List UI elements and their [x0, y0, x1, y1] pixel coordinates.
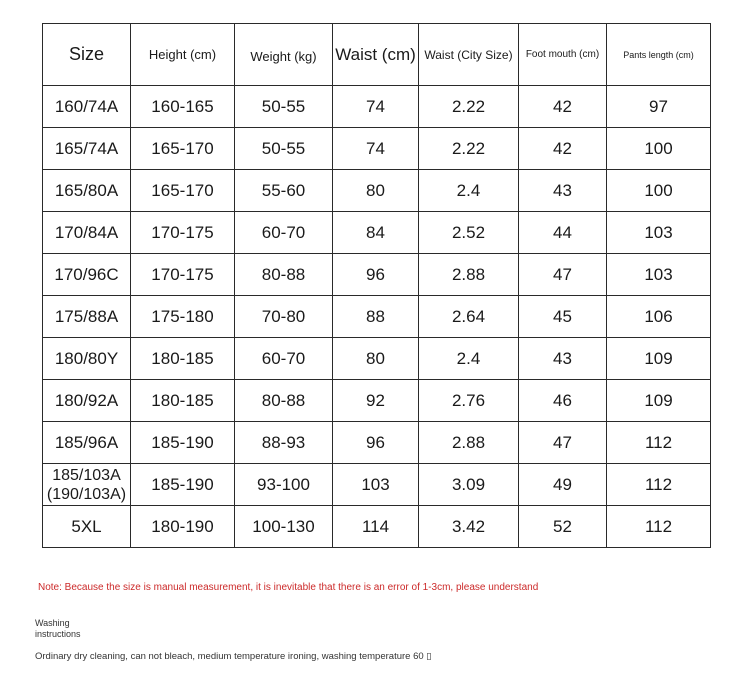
header-weight: Weight (kg): [235, 24, 333, 86]
foot-mouth-cell: 43: [519, 170, 607, 212]
table-row: [43, 86, 711, 128]
waist-cm-cell: 114: [333, 506, 419, 548]
waist-cm-cell: 103: [333, 464, 419, 506]
weight-cell: 93-100: [235, 464, 333, 506]
waist-cm-cell: 84: [333, 212, 419, 254]
waist-city-cell: 2.22: [419, 128, 519, 170]
height-cell: 170-175: [131, 254, 235, 296]
table-row: [43, 296, 711, 338]
table-row: [43, 212, 711, 254]
size-cell: [43, 506, 131, 548]
weight-cell: 70-80: [235, 296, 333, 338]
washing-title-line: Washing: [35, 618, 70, 628]
size-cell: [43, 170, 131, 212]
waist-cm-cell: 74: [333, 86, 419, 128]
table-row: [43, 170, 711, 212]
size-label: 180/80Y: [54, 348, 119, 368]
washing-instructions-text: Ordinary dry cleaning, can not bleach, medium temperature ironing, washing temperature 60 ▯: [35, 651, 432, 662]
foot-mouth-cell: 47: [519, 422, 607, 464]
pants-length-cell: 103: [607, 212, 711, 254]
size-label: (190/103A): [46, 485, 127, 503]
size-label: 185/103A: [52, 466, 121, 484]
foot-mouth-cell: 45: [519, 296, 607, 338]
height-cell: 185-190: [131, 422, 235, 464]
foot-mouth-cell: 43: [519, 338, 607, 380]
size-cell: [43, 86, 131, 128]
size-cell: [43, 128, 131, 170]
weight-cell: 80-88: [235, 380, 333, 422]
waist-city-cell: 2.88: [419, 254, 519, 296]
washing-title-line: instructions: [35, 629, 81, 639]
size-cell: [43, 380, 131, 422]
foot-mouth-cell: 42: [519, 86, 607, 128]
weight-cell: 50-55: [235, 86, 333, 128]
size-chart-table: [42, 23, 711, 548]
measurement-note: Note: Because the size is manual measurement, it is inevitable that there is an error of 1-3cm, please understand: [38, 582, 539, 593]
size-cell: [43, 464, 131, 506]
weight-cell: 55-60: [235, 170, 333, 212]
foot-mouth-cell: 47: [519, 254, 607, 296]
foot-mouth-cell: 52: [519, 506, 607, 548]
table-row: [43, 506, 711, 548]
waist-cm-cell: 74: [333, 128, 419, 170]
height-cell: 165-170: [131, 170, 235, 212]
waist-city-cell: 2.4: [419, 338, 519, 380]
size-cell: [43, 212, 131, 254]
weight-cell: 80-88: [235, 254, 333, 296]
size-cell: [43, 296, 131, 338]
pants-length-cell: 97: [607, 86, 711, 128]
pants-length-cell: 103: [607, 254, 711, 296]
table-row: [43, 338, 711, 380]
height-cell: 185-190: [131, 464, 235, 506]
size-label: 160/74A: [54, 96, 119, 116]
waist-city-cell: 2.4: [419, 170, 519, 212]
size-cell: [43, 254, 131, 296]
table-header-row: [43, 24, 711, 86]
pants-length-cell: 112: [607, 464, 711, 506]
header-foot-mouth: Foot mouth (cm): [519, 24, 607, 86]
foot-mouth-cell: 49: [519, 464, 607, 506]
waist-city-cell: 3.42: [419, 506, 519, 548]
pants-length-cell: 112: [607, 506, 711, 548]
weight-cell: 50-55: [235, 128, 333, 170]
table-row: [43, 464, 711, 506]
waist-city-cell: 2.64: [419, 296, 519, 338]
size-label: 185/96A: [54, 432, 119, 452]
size-label: 165/74A: [54, 138, 119, 158]
size-cell: [43, 422, 131, 464]
height-cell: 160-165: [131, 86, 235, 128]
table-row: [43, 422, 711, 464]
header-waist-city-size: Waist (City Size): [419, 24, 519, 86]
size-label: 175/88A: [54, 306, 119, 326]
foot-mouth-cell: 42: [519, 128, 607, 170]
waist-city-cell: 2.76: [419, 380, 519, 422]
table-row: [43, 254, 711, 296]
pants-length-cell: 100: [607, 128, 711, 170]
weight-cell: 100-130: [235, 506, 333, 548]
weight-cell: 88-93: [235, 422, 333, 464]
waist-city-cell: 2.52: [419, 212, 519, 254]
size-label: 170/96C: [54, 264, 119, 284]
waist-cm-cell: 92: [333, 380, 419, 422]
pants-length-cell: 106: [607, 296, 711, 338]
pants-length-cell: 112: [607, 422, 711, 464]
table-row: [43, 128, 711, 170]
height-cell: 180-190: [131, 506, 235, 548]
waist-cm-cell: 80: [333, 170, 419, 212]
waist-city-cell: 2.88: [419, 422, 519, 464]
waist-cm-cell: 88: [333, 296, 419, 338]
size-label: 180/92A: [54, 390, 119, 410]
waist-city-cell: 3.09: [419, 464, 519, 506]
size-cell: [43, 338, 131, 380]
pants-length-cell: 109: [607, 380, 711, 422]
waist-city-cell: 2.22: [419, 86, 519, 128]
foot-mouth-cell: 46: [519, 380, 607, 422]
weight-cell: 60-70: [235, 212, 333, 254]
table-body: [43, 86, 711, 548]
size-label: 165/80A: [54, 180, 119, 200]
header-size: Size: [43, 24, 131, 86]
height-cell: 180-185: [131, 338, 235, 380]
pants-length-cell: 109: [607, 338, 711, 380]
pants-length-cell: 100: [607, 170, 711, 212]
header-waist-cm: Waist (cm): [333, 24, 419, 86]
foot-mouth-cell: 44: [519, 212, 607, 254]
size-label: 5XL: [71, 516, 102, 536]
height-cell: 180-185: [131, 380, 235, 422]
waist-cm-cell: 96: [333, 422, 419, 464]
size-label: 170/84A: [54, 222, 119, 242]
height-cell: 165-170: [131, 128, 235, 170]
height-cell: 175-180: [131, 296, 235, 338]
weight-cell: 60-70: [235, 338, 333, 380]
table-row: [43, 380, 711, 422]
header-pants-length: Pants length (cm): [607, 24, 711, 86]
height-cell: 170-175: [131, 212, 235, 254]
washing-instructions-title: [35, 618, 81, 640]
header-height: Height (cm): [131, 24, 235, 86]
waist-cm-cell: 96: [333, 254, 419, 296]
waist-cm-cell: 80: [333, 338, 419, 380]
